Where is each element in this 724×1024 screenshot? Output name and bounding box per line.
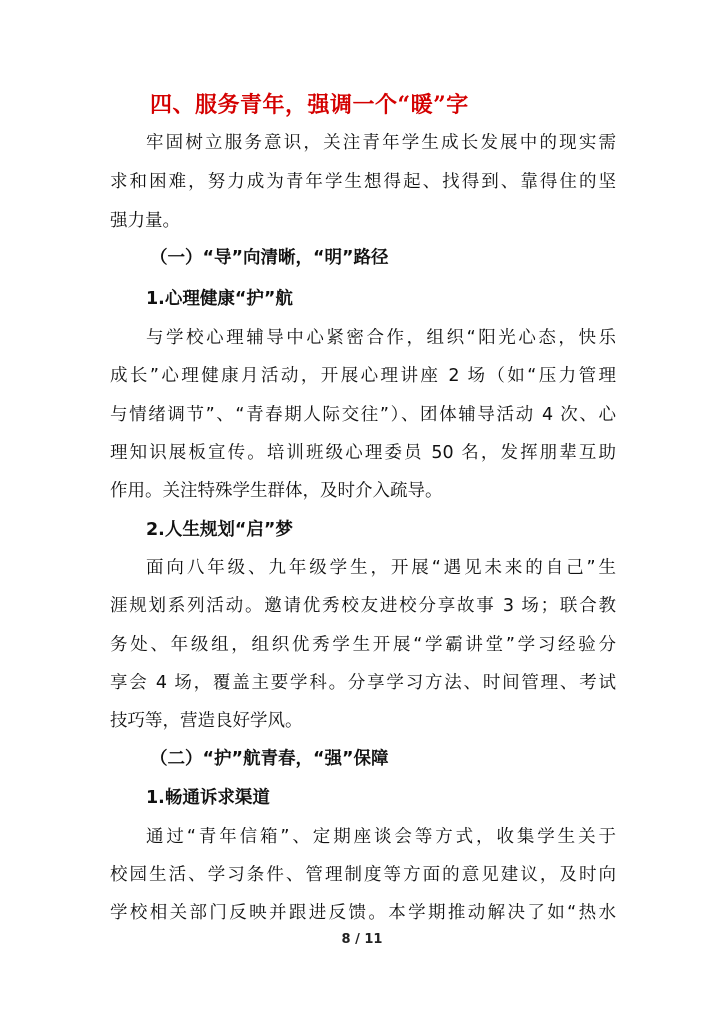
item-title: 1.畅通诉求渠道 [146,788,270,808]
subsection-title: （二）“护”航青春，“强”保障 [150,749,389,769]
paragraph-line: 通过“青年信箱”、定期座谈会等方式，收集学生关于 [146,827,616,847]
paragraph-line: 学校相关部门反映并跟进反馈。本学期推动解决了如“热水 [110,903,616,923]
paragraph-line: 强力量。 [110,211,180,231]
paragraph-line: 技巧等，营造良好学风。 [110,711,303,731]
paragraph-line: 与情绪调节”、“青春期人际交往”）、团体辅导活动 4 次、心 [110,405,616,425]
paragraph-line: 理知识展板宣传。培训班级心理委员 50 名，发挥朋辈互助 [110,443,616,463]
paragraph-line: 成长”心理健康月活动，开展心理讲座 2 场（如“压力管理 [110,366,616,386]
paragraph-line: 务处、年级组，组织优秀学生开展“学霸讲堂”学习经验分 [110,635,616,655]
paragraph-line: 作用。关注特殊学生群体，及时介入疏导。 [110,481,443,501]
paragraph-line: 享会 4 场，覆盖主要学科。分享学习方法、时间管理、考试 [110,673,616,693]
paragraph-line: 与学校心理辅导中心紧密合作，组织“阳光心态，快乐 [146,328,616,348]
item-title: 1.心理健康“护”航 [146,289,293,309]
paragraph-line: 牢固树立服务意识，关注青年学生成长发展中的现实需 [146,133,616,153]
paragraph-line: 校园生活、学习条件、管理制度等方面的意见建议，及时向 [110,865,616,885]
page-number: 8 / 11 [341,932,383,947]
subsection-title: （一）“导”向清晰，“明”路径 [150,248,389,268]
paragraph-line: 面向八年级、九年级学生，开展“遇见未来的自己”生 [146,558,616,578]
paragraph-line: 求和困难，努力成为青年学生想得起、找得到、靠得住的坚 [110,172,616,192]
paragraph-line: 涯规划系列活动。邀请优秀校友进校分享故事 3 场；联合教 [110,596,616,616]
item-title: 2.人生规划“启”梦 [146,520,293,540]
section-heading: 四、服务青年，强调一个“暖”字 [150,92,469,118]
